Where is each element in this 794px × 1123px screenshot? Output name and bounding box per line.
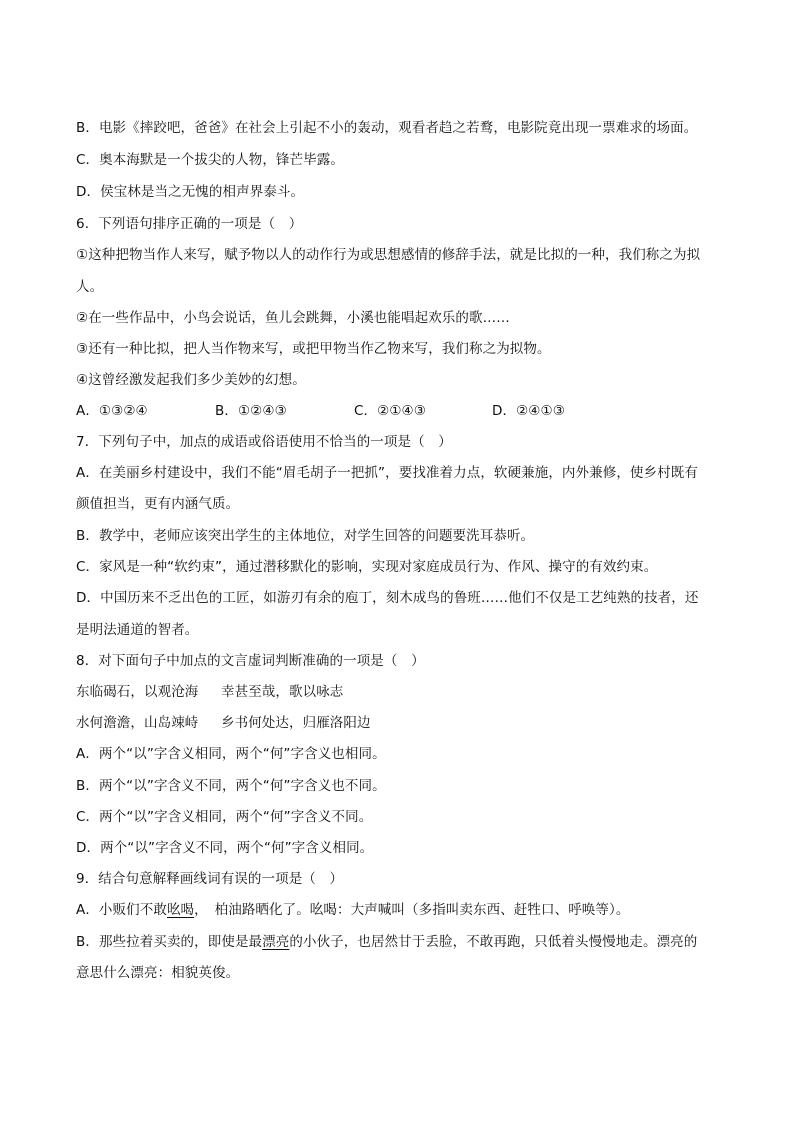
q6-option-b: B．①②④③ (215, 403, 287, 419)
q5-option-b: B．电影《摔跤吧，爸爸》在社会上引起不小的轰动，观看者趋之若鹜，电影院竟出现一票难求的场面。 (76, 120, 698, 136)
q9-a-prefix: A．小贩们不敢 (76, 902, 167, 918)
q7-option-a-cont: 颜值担当，更有内涵气质。 (76, 496, 240, 512)
q6-sentence-3: ③还有一种比拟，把人当作物来写，或把甲物当作乙物来写，我们称之为拟物。 (76, 341, 551, 357)
q6-options (76, 401, 565, 421)
q6-stem: 6．下列语句排序正确的一项是（ ） (76, 216, 303, 232)
q8-option-b: B．两个“以”字含义不同，两个“何”字含义也不同。 (76, 778, 386, 794)
q8-poem-1a: 东临碣石，以观沧海 (76, 684, 199, 700)
q6-sentence-1: ①这种把物当作人来写，赋予物以人的动作行为或思想感情的修辞手法，就是比拟的一种，我们称之为拟 (76, 247, 701, 263)
q9-a-suffix: ， 柏油路晒化了。吆喝：大声喊叫（多指叫卖东西、赶牲口、呼唤等）。 (194, 902, 630, 918)
q9-stem: 9．结合句意解释画线词有误的一项是（ ） (76, 871, 344, 887)
q5-option-d: D．侯宝林是当之无愧的相声界泰斗。 (76, 184, 305, 200)
q8-option-d: D．两个“以”字含义不同，两个“何”字含义相同。 (76, 840, 374, 856)
q8-option-a: A．两个“以”字含义相同，两个“何”字含义也相同。 (76, 746, 386, 762)
q7-stem: 7．下列句子中，加点的成语或俗语使用不恰当的一项是（ ） (76, 434, 452, 450)
q8-poem-line-1 (76, 682, 343, 702)
q8-poem-line-2 (76, 713, 371, 733)
q8-option-c: C．两个“以”字含义相同，两个“何”字含义不同。 (76, 809, 373, 825)
q8-poem-2b: 乡书何处达，归雁洛阳边 (221, 715, 371, 731)
q5-option-c: C．奥本海默是一个拔尖的人物，锋芒毕露。 (76, 152, 344, 168)
q7-option-a: A．在美丽乡村建设中，我们不能“眉毛胡子一把抓”，要找准着力点，软硬兼施，内外兼修，使乡村既有 (76, 465, 698, 481)
q6-option-d: D．②④①③ (492, 403, 565, 419)
q6-sentence-4: ④这曾经激发起我们多少美妙的幻想。 (76, 372, 306, 388)
q9-b-suffix: 的小伙子，也居然甘于丢脸，不敢再跑，只低着头慢慢地走。漂亮的 (289, 934, 698, 950)
q7-option-b: B．教学中，老师应该突出学生的主体地位，对学生回答的问题要洗耳恭听。 (76, 528, 535, 544)
q6-sentence-1-cont: 人。 (76, 279, 104, 295)
q9-option-b (76, 932, 697, 952)
q8-poem-2a: 水何澹澹，山岛竦峙 (76, 715, 199, 731)
q7-option-d: D．中国历来不乏出色的工匠，如游刃有余的庖丁，刻木成鸟的鲁班……他们不仅是工艺纯熟的技者，还 (76, 590, 699, 606)
q7-option-c: C．家风是一种“软约束”，通过潜移默化的影响，实现对家庭成员行为、作风、操守的有效约束。 (76, 559, 658, 575)
q9-b-underlined-word: 漂亮 (262, 934, 290, 950)
q6-option-a: A．①③②④ (76, 403, 148, 419)
q9-a-underlined-word: 吆喝 (166, 902, 195, 918)
q6-sentence-2: ②在一些作品中，小鸟会说话，鱼儿会跳舞，小溪也能唱起欢乐的歌…… (76, 310, 510, 326)
q6-option-c: C．②①④③ (354, 403, 426, 419)
q9-b-prefix: B．那些拉着买卖的，即使是最 (76, 934, 263, 950)
q7-option-d-cont: 是明法通道的智者。 (76, 622, 199, 638)
q8-stem: 8．对下面句子中加点的文言虚词判断准确的一项是（ ） (76, 653, 425, 669)
q9-option-b-cont: 意思什么漂亮：相貌英俊。 (76, 965, 240, 981)
q8-poem-1b: 幸甚至哉，歌以咏志 (221, 684, 344, 700)
q9-option-a (76, 900, 629, 920)
